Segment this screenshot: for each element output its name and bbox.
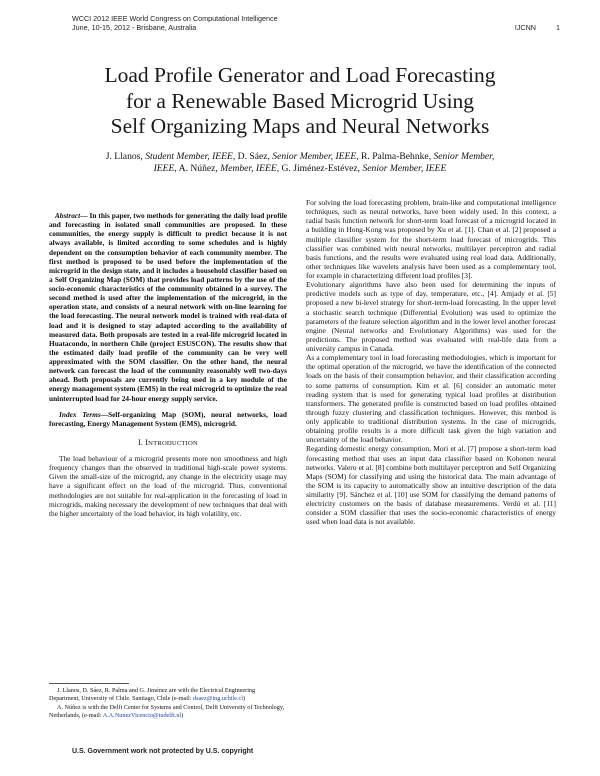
section-title-initial: I bbox=[145, 437, 149, 447]
copyright-notice: U.S. Government work not protected by U.S. copyright bbox=[72, 748, 254, 755]
abstract-text: — In this paper, two methods for generating the daily load profile and forecasting in isolated small communities are proposed. In these communities, the energy supply is difficult to predict because it is not always available, is limited according to some schedules and is highly dependent on the consumption behavior of each community member. The first method is proposed to be used before the implementation of the microgrid in the design state, and it includes a household classifier based on a Self Organizing Map (SOM) that provides load patterns by the use of the socio-economic characteristics of the community obtained in a survey. The second method is used after the implementation of the microgrid, in the operation state, and consists of a neural network with on-line learning for the load forecasting. The neural network model is trained with real-data of load and it is designed to stay adapted according to the availability of measured data. Both proposals are tested in a real-life microgrid located in Huatacondo, in northern Chile (project ESUSCON). The results show that the estimated daily load profile of the community can be very well approximated with the SOM classifier. On the other hand, the neural network can forecast the load of the community reasonably well two-days ahead. Both proposals are currently being used in a key module of the energy management system (EMS) in the real microgrid to optimize the real uninterrupted load for 24-hour energy supply service. bbox=[49, 211, 288, 403]
section-heading bbox=[49, 438, 287, 448]
body-paragraph: As a complementary tool in load forecasting methodologies, which is important for the optimal operation of the microgrid, we have the identification of the connected loads on the basis of their consumption behavior, and their classification according to some patterns of consumption. Kim et al. [6] consider an automatic meter reading system that is used for generating typical load profiles at distribution transformers. The generated profile is constructed based on load profiles obtained through fuzzy clustering and classification techniques. However, this method is only applicable to traditional distribution systems. In the case of microgrids, obtaining profile results is a more difficult task given the high variation and uncertainty of the load behavior. bbox=[306, 353, 556, 445]
track-label: IJCNN bbox=[514, 23, 536, 32]
body-paragraph: Evolutionary algorithms have also been used for determining the inputs of predictive models such as type of day, temperature, etc., [4]. Amjady et al. [5] proposed a new bi-level strategy for short-term-load forecasting. In the upper level a stochastic search technique (Differential Evolution) was used to optimize the parameters of the feature selection algorithm and in the lower level another forecast engine (Neural networks and Evolutionary Algorithms) was used for the predictions. The proposed method was evaluated with real-life data from a university campus in Canada. bbox=[306, 280, 556, 353]
footnote-text: A. Núñez is with the Delft Center for Systems and Control, Delft University of Technology, Netherlands, (e-mail: bbox=[49, 704, 285, 719]
left-column bbox=[49, 211, 287, 518]
section-title-rest: NTRODUCTION bbox=[148, 439, 198, 447]
running-header bbox=[72, 14, 278, 33]
header-right bbox=[497, 23, 560, 32]
body-paragraph: For solving the load forecasting problem, brain-like and computational intelligence techniques, such as neural networks, have been widely used. In this context, a radial basis function network for short-term load forecast of a microgrid located in a building in Hong-Kong was proposed by Xu et al. [1]. Chan et al. [2] proposed a multiple classifier system for the short-term load forecast of microgrids. This classifier was combined with neural networks, multilayer perceptron and radial basis functions, and the results were evaluated using real load data. Additionally, other techniques like wavelets analysis have been used as a complementary tool, for example in characterizing different load profiles [3]. bbox=[306, 198, 556, 280]
conference-name: WCCI 2012 IEEE World Congress on Computational Intelligence bbox=[72, 14, 278, 23]
footnote-text: J. Llanos, D. Sáez, R. Palma and G. Jiménez are with the Electrical Engineering Department, University of Chile. Santiago, Chile (e-mail: bbox=[49, 687, 256, 702]
footnote-rule bbox=[49, 683, 129, 684]
body-paragraph: The load behaviour of a microgrid presents more non smoothness and high frequency changes than the observed in traditional high-scale power systems. Given the small-size of the microgrid, any change in the electricity usage may have a significant effect on the load of the microgrid. Thus, conventional methodologies are not suitable for real-application in the forecasting of load in microgrids, making necessary the development of new techniques that deal with the higher uncertainty of the load behavior, its high volatility, etc. bbox=[49, 454, 287, 518]
footnote bbox=[49, 687, 287, 703]
author-line: J. Llanos, Student Member, IEEE, D. Sáez, Senior Member, IEEE, R. Palma-Behnke, Senior Member, bbox=[105, 151, 495, 162]
title-line: Load Profile Generator and Load Forecasting bbox=[104, 63, 496, 87]
email-link[interactable]: A.A.NunezVicencio@tudelft.nl bbox=[102, 712, 182, 719]
footnote-tail: ) bbox=[243, 695, 246, 702]
title-line: Self Organizing Maps and Neural Networks bbox=[110, 114, 490, 138]
abstract bbox=[49, 211, 287, 403]
body-paragraph: Regarding domestic energy consumption, Mori et al. [7] propose a short-term load forecasting method that uses an input data classifier based on Kohonen neural networks. Valero et al. [8] combine both multilayer perceptron and Self Organizing Maps (SOM) for classifying and using the historical data. The main advantage of the SOM is its capacity to automatically show an intuitive description of the data similarity [9]. Sánchez et al. [10] use SOM for classifying the demand patterns of electricity customers on the basis of database measurements. Verdú et al. [11] consider a SOM classifier that uses the socio-economic characteristics of energy used when load data is not available. bbox=[306, 444, 556, 527]
index-terms bbox=[49, 410, 287, 428]
abstract-label: Abstract bbox=[54, 211, 81, 220]
footnotes bbox=[49, 683, 287, 721]
index-terms-text: —Self-organizing Map (SOM), neural networks, load forecasting, Energy Management System (EMS), microgrid. bbox=[49, 409, 287, 428]
email-link[interactable]: dsaez@ing.uchile.cl bbox=[193, 695, 244, 702]
author-line: IEEE, A. Núñez, Member, IEEE, G. Jiménez-Estévez, Senior Member, IEEE bbox=[153, 163, 447, 175]
footnote-tail: ) bbox=[181, 712, 184, 719]
conference-dates: June, 10-15, 2012 - Brisbane, Australia bbox=[72, 23, 197, 33]
index-terms-label: Index Terms bbox=[59, 409, 101, 419]
paper-title bbox=[60, 63, 540, 140]
author-list bbox=[40, 151, 560, 176]
title-line: for a Renewable Based Microgrid Using bbox=[125, 88, 475, 113]
footnote bbox=[49, 704, 287, 720]
page-number: 1 bbox=[556, 23, 560, 32]
right-column bbox=[306, 198, 556, 527]
section-number: I. bbox=[138, 437, 144, 447]
